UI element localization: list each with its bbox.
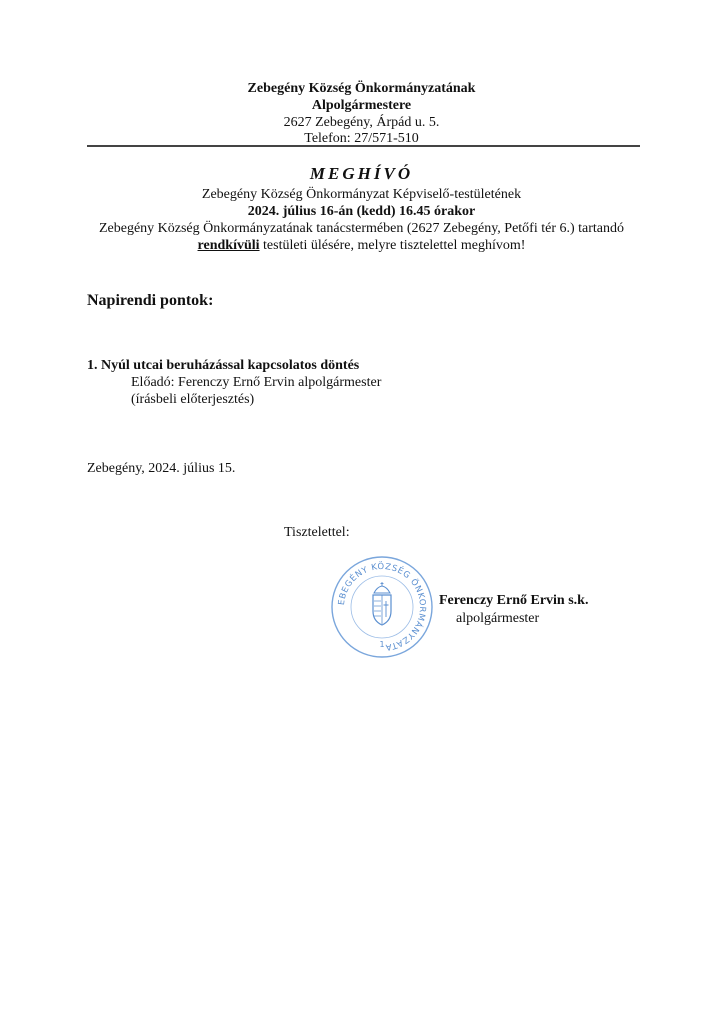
office-address: 2627 Zebegény, Árpád u. 5.: [283, 115, 440, 130]
official-stamp: [330, 555, 434, 659]
coat-of-arms-icon: [373, 582, 391, 625]
meeting-type-rest: testületi ülésére, melyre tisztelettel meghívom!: [259, 238, 526, 253]
office-phone: Telefon: 27/571-510: [304, 131, 419, 146]
meeting-location: Zebegény Község Önkormányzatának tanácstermében (2627 Zebegény, Petőfi tér 6.) tartandó: [98, 221, 625, 236]
signer-name: Ferenczy Ernő Ervin s.k.: [439, 593, 589, 608]
office-name: Zebegény Község Önkormányzatának: [247, 81, 476, 96]
agenda-heading: Napirendi pontok:: [87, 292, 214, 309]
stamp-text: EBEGÉNY KÖZSÉG ÖNKORMÁNYZATA: [336, 561, 428, 652]
agenda-item-title: 1. Nyúl utcai beruházással kapcsolatos döntés: [87, 358, 360, 373]
agenda-item-note: (írásbeli előterjesztés): [131, 392, 255, 407]
closing-salutation: Tisztelettel:: [284, 525, 350, 540]
meeting-type-emphasis: rendkívüli: [197, 238, 260, 253]
office-title: Alpolgármestere: [311, 98, 412, 113]
meeting-type-line: [0, 237, 723, 255]
agenda-item-presenter: Előadó: Ferenczy Ernő Ervin alpolgármester: [131, 375, 382, 390]
invitation-addressee: Zebegény Község Önkormányzat Képviselő-testületének: [201, 187, 522, 202]
stamp-graphic: [330, 555, 434, 659]
header-divider: [87, 145, 640, 147]
document-title: MEGHÍVÓ: [309, 164, 414, 183]
signer-title: alpolgármester: [456, 611, 540, 626]
stamp-number: 1: [379, 640, 385, 649]
place-date: Zebegény, 2024. július 15.: [87, 461, 236, 476]
meeting-datetime: 2024. július 16-án (kedd) 16.45 órakor: [247, 204, 476, 219]
